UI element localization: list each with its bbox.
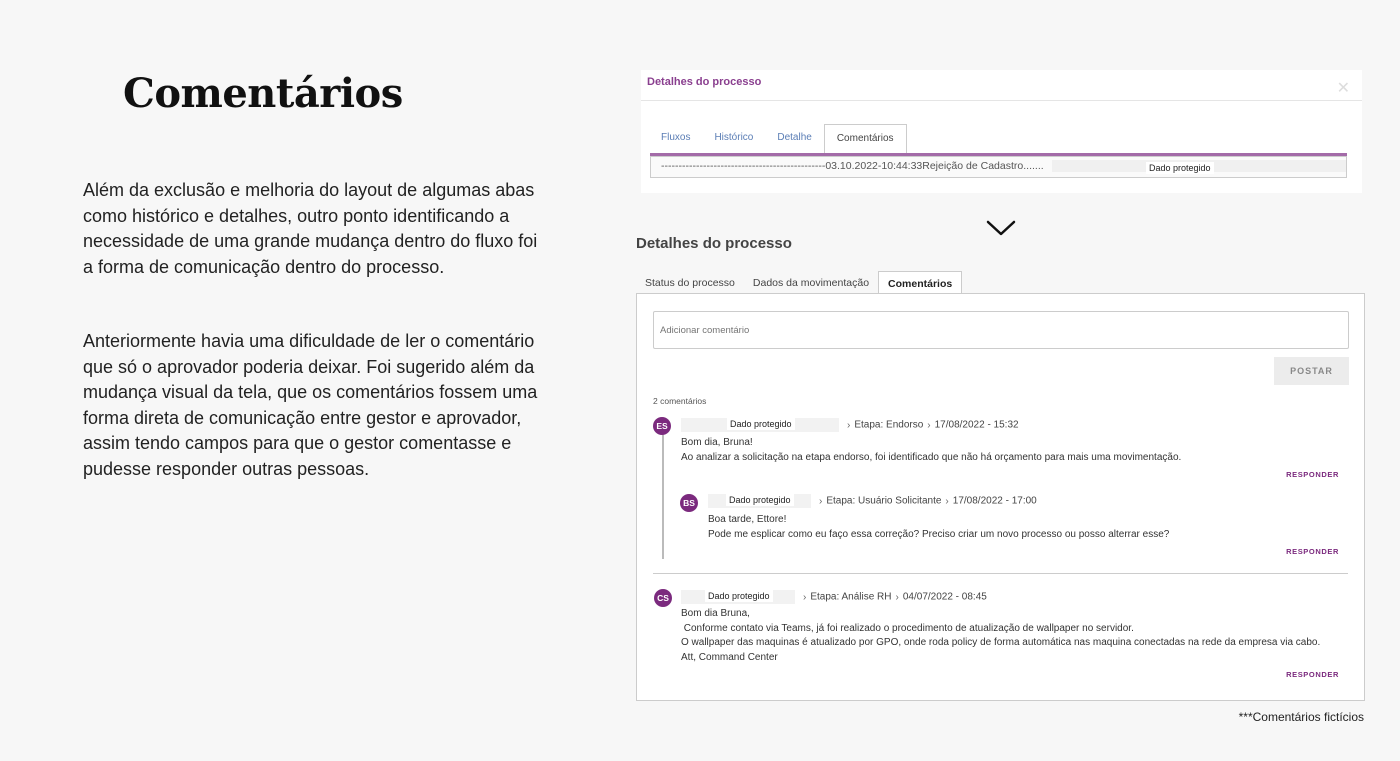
comment-datetime: 17/08/2022 - 17:00: [952, 495, 1037, 507]
breadcrumb-chevron-icon: ›: [847, 419, 851, 431]
thread-line: [662, 435, 664, 559]
comment-line: Conforme contato via Teams, já foi realizado o procedimento de atualização de wallpaper no servidor.: [681, 622, 1134, 634]
redacted-author: [708, 494, 811, 508]
comment-meta: [681, 418, 1019, 432]
comment-stage: Etapa: Usuário Solicitante: [826, 495, 942, 507]
intro-paragraph: Além da exclusão e melhoria do layout de algumas abas como histórico e detalhes, outro ponto identificando a necessidade de uma grande mudança dentro do fluxo foi a forma de comunicação dentro do processo.: [83, 180, 538, 277]
breadcrumb-chevron-icon: ›: [927, 419, 931, 431]
comment-stage: Etapa: Endorso: [854, 419, 924, 431]
comment-stage: Etapa: Análise RH: [810, 591, 892, 603]
comment-datetime: 04/07/2022 - 08:45: [902, 591, 987, 603]
comment-meta: [708, 494, 1037, 508]
old-process-details-dialog: [641, 70, 1362, 193]
breadcrumb-chevron-icon: ›: [803, 591, 807, 603]
comments-panel: [636, 293, 1365, 701]
comment-line: Pode me esplicar como eu faço essa correção? Preciso criar um novo processo ou posso alterrar esse?: [708, 528, 1170, 540]
comment-body: [681, 436, 1181, 465]
tab-fluxos[interactable]: Fluxos: [661, 132, 691, 143]
redacted-author: [681, 590, 795, 604]
comment-count: 2 comentários: [653, 396, 707, 406]
comment-line: Bom dia, Bruna!: [681, 437, 753, 448]
comment-divider: [653, 573, 1348, 574]
reply-button[interactable]: RESPONDER: [1286, 470, 1339, 479]
close-icon[interactable]: ✕: [1336, 80, 1350, 97]
avatar: CS: [654, 589, 672, 607]
protected-data-label: Dado protegido: [726, 494, 794, 506]
breadcrumb-chevron-icon: ›: [895, 591, 899, 603]
divider: [641, 100, 1362, 101]
add-comment-input[interactable]: [653, 311, 1349, 349]
comment-line: Bom dia Bruna,: [681, 608, 750, 619]
tab-historico[interactable]: Histórico: [714, 132, 754, 143]
avatar: ES: [653, 417, 671, 435]
post-button[interactable]: POSTAR: [1274, 357, 1349, 385]
comment-meta: [681, 590, 987, 604]
comment-body: [681, 607, 1320, 665]
tab-status-processo[interactable]: Status do processo: [645, 277, 735, 289]
comment-line: Ao analizar a solicitação na etapa endorso, foi identificado que não há orçamento para mais uma movimentação.: [681, 451, 1182, 463]
comment-line: O wallpaper das maquinas é atualizado por GPO, onde roda policy de forma automática nas maquina conectadas na rede da empresa via cabo.: [681, 637, 1321, 648]
footnote: ***Comentários fictícios: [1238, 710, 1364, 724]
comment-line: Att, Command Center: [681, 651, 778, 663]
avatar: BS: [680, 494, 698, 512]
tab-dados-movimentacao[interactable]: Dados da movimentação: [752, 277, 870, 289]
redacted-author: [681, 418, 839, 432]
breadcrumb-chevron-icon: ›: [819, 495, 823, 507]
tab-comentarios-active[interactable]: Comentários: [878, 271, 962, 294]
reply-button[interactable]: RESPONDER: [1286, 670, 1339, 679]
old-tab-bar: [649, 124, 907, 153]
tab-comentarios[interactable]: Comentários: [824, 124, 907, 153]
new-tab-bar: [636, 271, 962, 294]
protected-data-label: Dado protegido: [727, 418, 795, 430]
chevron-down-icon: [985, 218, 1017, 238]
context-paragraph: Anteriormente havia uma dificuldade de ler o comentário que só o aprovador poderia deixar. Foi sugerido além da mudança visual da tela, que os comentários fossem uma forma direta de comunicação entre gestor e aprovador, assim tendo campos para que o gestor comentasse e pudesse responder outras pessoas.: [83, 331, 538, 479]
slide-title: Comentários: [123, 70, 403, 117]
old-dialog-title: Detalhes do processo: [647, 76, 762, 88]
old-comment-row: [650, 156, 1347, 178]
tab-detalhe[interactable]: Detalhe: [777, 132, 812, 143]
comment-datetime: 17/08/2022 - 15:32: [934, 419, 1019, 431]
reply-button[interactable]: RESPONDER: [1286, 547, 1339, 556]
protected-data-label: Dado protegido: [1146, 162, 1214, 174]
comment-body: [708, 513, 1169, 542]
protected-data-label: Dado protegido: [705, 590, 773, 602]
comment-line: Boa tarde, Ettore!: [708, 514, 787, 525]
new-dialog-title: Detalhes do processo: [636, 235, 792, 252]
breadcrumb-chevron-icon: ›: [945, 495, 949, 507]
old-comment-text: -----------------------------------------------03.10.2022-10:44:33Rejeição de Cadastro.......: [661, 160, 1044, 172]
